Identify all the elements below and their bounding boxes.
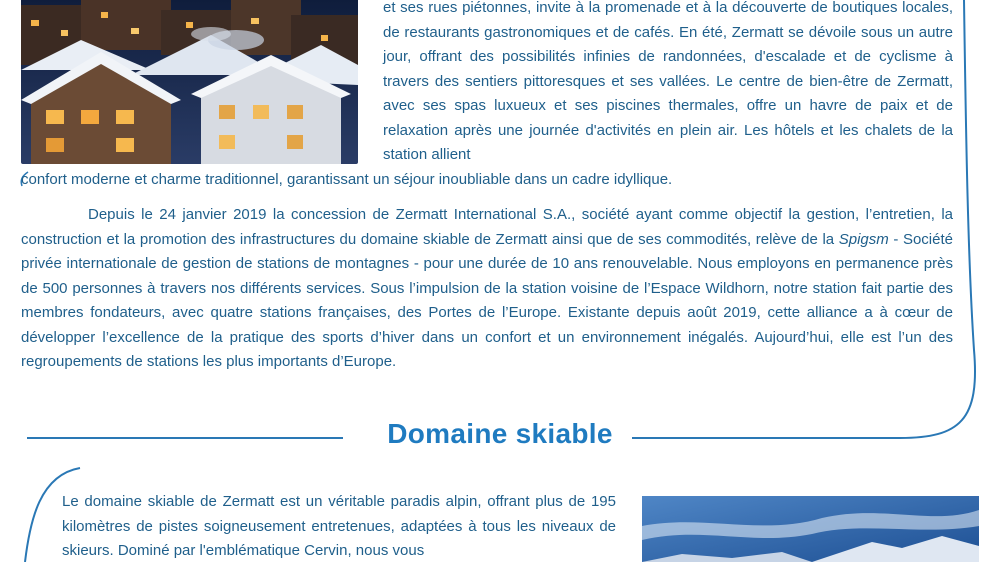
concession-paragraph (21, 203, 953, 375)
mountain-illustration (642, 496, 979, 562)
zermatt-village-photo (21, 0, 358, 164)
company-name: Spigsm (838, 230, 889, 248)
concession-text-part2: - Société privée internationale de gestion de stations de montagnes - pour une durée de 10 ans renouvelable. Nous employons en permanence près de 500 personnes à travers nos différents services. Sous l’impulsion de la station voisine de l’Espace Wildhorn, notre station fait partie des membres fondateurs, avec quatre stations françaises, des Portes de l’Europe. Existante depuis août 2019, cette alliance a à cœur de développer l’excellence de la pratique des sports d’hiver dans un confort et un environnement inégalés. Aujourd’hui, elle est l’un des regroupements de stations les plus importants d’Europe. (21, 230, 953, 370)
village-illustration (21, 0, 358, 164)
ski-domain-paragraph: Le domaine skiable de Zermatt est un véritable paradis alpin, offrant plus de 195 kilomètres de pistes soigneusement entretenues, adaptées à tous les niveaux de skieurs. Dominé par l'emblématique Cervin, nous vous (62, 493, 616, 559)
concession-text-part1: Depuis le 24 janvier 2019 la concession de Zermatt International S.A., société ayant comme objectif la gestion, l’entretien, la construction et la promotion des infrastructures du domaine skiable de Zermatt ainsi que de ses commodités, relève de la (21, 206, 953, 248)
intro-paragraph-right: et ses rues piétonnes, invite à la promenade et à la découverte de boutiques locales, de restaurants gastronomiques et de cafés. En été, Zermatt se dévoile sous un autre jour, offrant des possibilités infinies de randonnées, d'escalade et de cyclisme à travers des sentiers pittoresques et ses vallées. Le centre de bien-être de Zermatt, avec ses spas luxueux et ses piscines thermales, offre un havre de paix et de relaxation après une journée d'activités en plein air. Les hôtels et les chalets de la station allient (383, 0, 953, 163)
section-title-domaine-skiable: Domaine skiable (387, 418, 613, 449)
intro-paragraph-continuation: confort moderne et charme traditionnel, garantissant un séjour inoubliable dans un cadre idyllique. (21, 171, 673, 188)
ski-mountain-photo (642, 496, 979, 562)
